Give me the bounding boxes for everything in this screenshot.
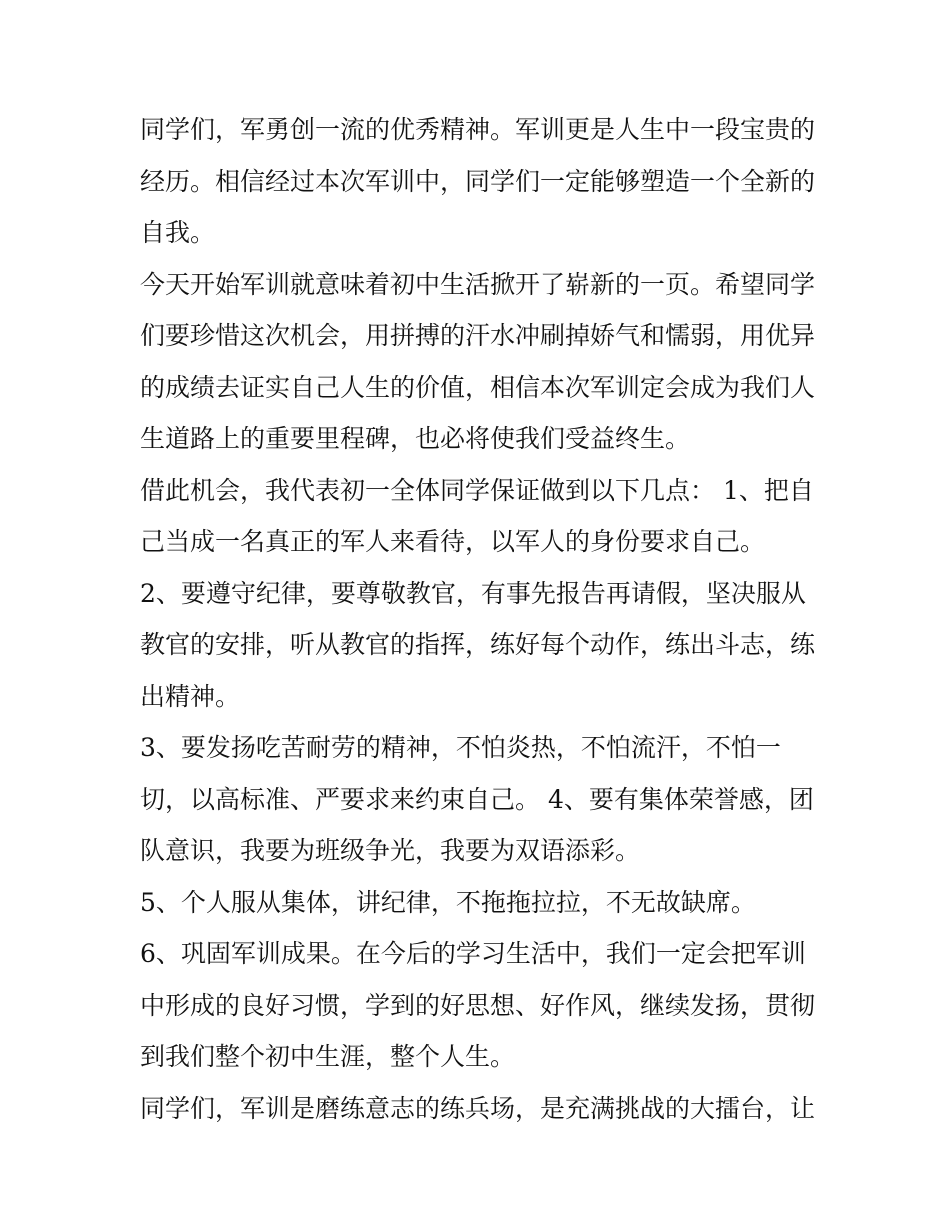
text-line: 5、个人服从集体，讲纪律，不拖拖拉拉，不无故缺席。 [140,887,756,917]
text-line: 借此机会，我代表初一全体同学保证做到以下几点： 1、把自 [140,475,814,505]
text-line: 同学们，军训是磨练意志的练兵场，是充满挑战的大擂台，让 [140,1093,816,1123]
text-line: 中形成的良好习惯，学到的好思想、好作风，继续发扬，贯彻 [140,990,816,1020]
text-line: 3、要发扬吃苦耐劳的精神，不怕炎热，不怕流汗，不怕一 [140,733,781,762]
text-line: 己当成一名真正的军人来看待，以军人的身份要求自己。 [140,527,766,556]
text-line: 的成绩去证实自己人生的价值，相信本次军训定会成为我们人 [140,372,816,402]
text-line: 经历。相信经过本次军训中，同学们一定能够塑造一个全新的 [140,166,816,196]
text-line: 生道路上的重要里程碑，也必将使我们受益终生。 [140,424,691,453]
text-line: 2、要遵守纪律，要尊敬教官，有事先报告再请假，坚决服从 [140,578,806,608]
text-line: 自我。 [140,218,216,247]
body-text [140,104,820,1134]
text-line: 们要珍惜这次机会，用拼搏的汗水冲刷掉娇气和懦弱，用优异 [140,321,816,350]
text-line: 队意识，我要为班级争光，我要为双语添彩。 [140,836,641,865]
text-line: 切，以高标准、严要求来约束自己。 4、要有集体荣誉感，团 [140,784,814,814]
text-line: 到我们整个初中生涯，整个人生。 [140,1042,516,1071]
text-line: 同学们，军勇创一流的优秀精神。军训更是人生中一段宝贵的 [140,115,816,144]
text-line: 今天开始军训就意味着初中生活掀开了崭新的一页。希望同学 [140,269,816,299]
text-line: 6、巩固军训成果。在今后的学习生活中，我们一定会把军训 [140,939,806,968]
text-line: 教官的安排，听从教官的指挥，练好每个动作，练出斗志，练 [140,630,816,659]
text-line: 出精神。 [140,681,241,711]
